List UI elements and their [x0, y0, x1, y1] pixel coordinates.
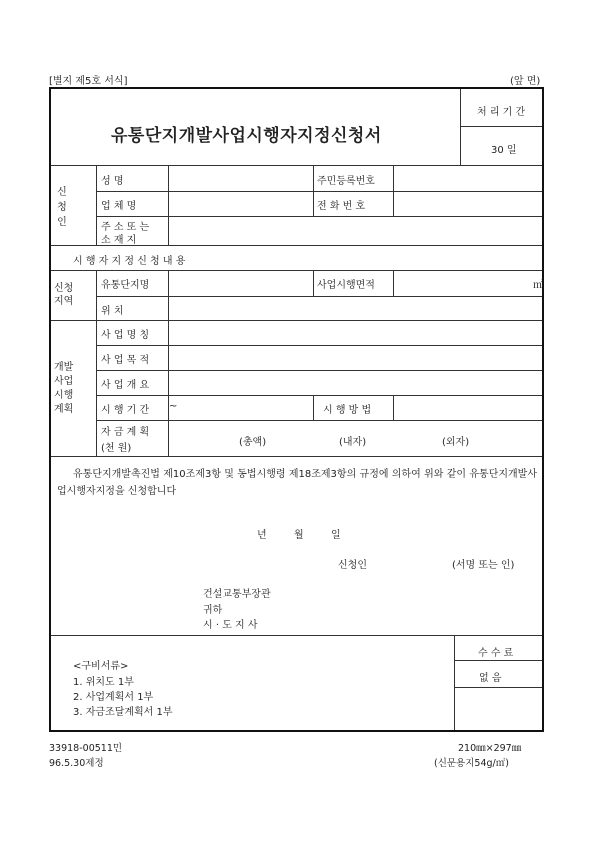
project-purpose-field[interactable]	[171, 348, 539, 368]
document-item: 3. 자금조달계획서 1부	[73, 707, 173, 718]
fee-label: 수 수 료	[478, 648, 514, 659]
enacted-date: 96.5.30제정	[49, 758, 104, 769]
name-field[interactable]	[171, 168, 310, 188]
address-label-2: 소 재 지	[101, 235, 137, 246]
resident-number-label: 주민등록번호	[317, 176, 375, 187]
divider	[454, 635, 455, 730]
divider	[96, 191, 542, 192]
processing-period-label: 처 리 기 간	[477, 107, 526, 118]
paper-size: 210㎜×297㎜	[458, 743, 522, 754]
divider	[51, 165, 542, 166]
address-field[interactable]	[171, 219, 539, 243]
date-day: 일	[331, 530, 341, 541]
recipient-honorific: 귀하	[203, 605, 223, 616]
location-label: 위 치	[101, 306, 124, 317]
method-field[interactable]	[397, 398, 539, 418]
fee-value: 없 음	[479, 673, 502, 684]
project-area-label: 사업시행면적	[317, 280, 375, 291]
date-year: 년	[257, 530, 267, 541]
company-name-label: 업 체 명	[101, 201, 137, 212]
area-unit: ㎡	[533, 280, 543, 291]
divider	[96, 420, 542, 421]
divider	[51, 635, 542, 636]
divider	[51, 270, 542, 271]
plan-section-label: 개발 사업 시행 계획	[54, 362, 74, 415]
period-field[interactable]	[181, 398, 310, 418]
project-purpose-label: 사 업 목 적	[101, 355, 150, 366]
required-documents-heading: <구비서류>	[73, 661, 129, 672]
divider	[313, 165, 314, 216]
divider	[96, 395, 542, 396]
form-code: 33918-00511민	[49, 743, 123, 754]
divider	[460, 89, 461, 165]
period-label: 시 행 기 간	[101, 405, 150, 416]
document-item: 1. 위치도 1부	[73, 677, 134, 688]
phone-label: 전 화 번 호	[317, 201, 366, 212]
funding-foreign-label: (외자)	[442, 437, 470, 448]
resident-number-field[interactable]	[397, 168, 539, 188]
paper-type: (신문용지54g/㎡)	[434, 758, 509, 769]
date-month: 월	[294, 530, 304, 541]
region-section-label: 신청 지역	[54, 283, 74, 307]
project-overview-field[interactable]	[171, 373, 539, 393]
district-name-label: 유통단지명	[101, 280, 150, 291]
period-separator: ~	[169, 401, 178, 412]
divider	[313, 270, 314, 296]
divider	[51, 456, 542, 457]
address-label: 주 소 또 는	[101, 222, 150, 233]
signature-or-seal: (서명 또는 인)	[452, 560, 515, 571]
method-label: 시 행 방 법	[323, 405, 372, 416]
divider	[393, 395, 394, 420]
district-name-field[interactable]	[171, 273, 310, 293]
divider	[460, 126, 542, 127]
applicant-section-label: 신 청 인	[57, 187, 67, 228]
request-content-label: 시 행 자 지 정 신 청 내 용	[73, 256, 186, 267]
funding-total-label: (총액)	[239, 437, 267, 448]
divider	[454, 660, 542, 661]
divider	[393, 165, 394, 216]
statement-text: 유통단지개발촉진법 제10조제3항 및 동법시행령 제18조제3항의 규정에 의하여 위와 같이 유통단지개발사업시행자지정을 신청합니다	[57, 469, 537, 497]
project-name-label: 사 업 명 칭	[101, 330, 150, 341]
divider	[51, 320, 542, 321]
processing-period-value: 30 일	[491, 145, 517, 156]
name-label: 성 명	[101, 176, 124, 187]
divider	[313, 395, 314, 420]
page-side: (앞 면)	[510, 76, 541, 87]
divider	[168, 270, 169, 456]
divider	[96, 296, 542, 297]
funding-plan-label: 자 금 계 획	[101, 427, 150, 438]
project-area-field[interactable]	[397, 273, 527, 293]
recipient-minister: 건설교통부장관	[203, 589, 271, 600]
divider	[96, 345, 542, 346]
project-name-field[interactable]	[171, 323, 539, 343]
form-number: [별지 제5호 서식]	[49, 76, 128, 87]
recipient-governor: 시 · 도 지 사	[203, 620, 258, 631]
divider	[168, 165, 169, 245]
form-title: 유통단지개발사업시행자지정신청서	[111, 126, 382, 146]
project-overview-label: 사 업 개 요	[101, 380, 150, 391]
document-item: 2. 사업계획서 1부	[73, 692, 154, 703]
divider	[454, 687, 542, 688]
funding-domestic-label: (내자)	[339, 437, 367, 448]
divider	[96, 165, 97, 245]
location-field[interactable]	[171, 299, 539, 318]
divider	[96, 370, 542, 371]
phone-field[interactable]	[397, 194, 539, 214]
application-form	[49, 87, 544, 732]
company-name-field[interactable]	[171, 194, 310, 214]
applicant-signature-label: 신청인	[338, 560, 367, 571]
funding-unit-label: (천 원)	[101, 443, 132, 454]
divider	[96, 216, 542, 217]
divider	[96, 270, 97, 456]
divider	[393, 270, 394, 296]
